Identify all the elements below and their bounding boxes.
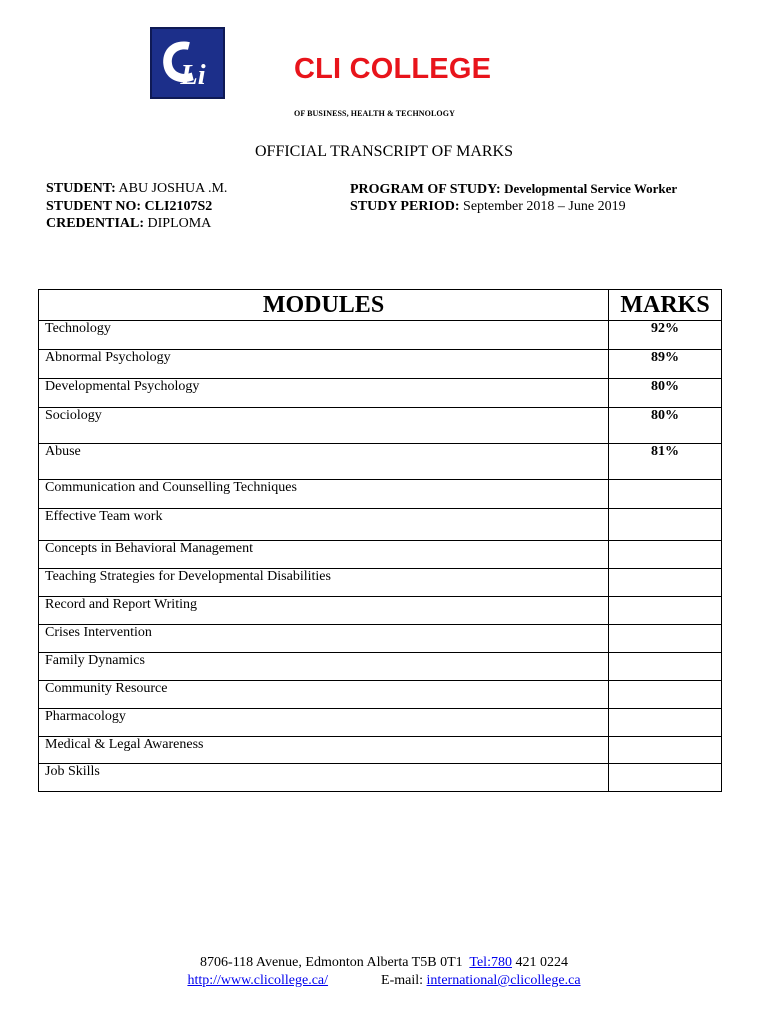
credential-line [46, 216, 211, 232]
module-mark [609, 681, 722, 709]
module-mark [609, 509, 722, 541]
period-line [350, 199, 626, 215]
module-name: Technology [39, 321, 609, 350]
table-row [39, 597, 722, 625]
module-name: Medical & Legal Awareness [39, 737, 609, 764]
module-name: Teaching Strategies for Developmental Disabilities [39, 569, 609, 597]
module-mark: 80% [609, 379, 722, 408]
document-title: OFFICIAL TRANSCRIPT OF MARKS [255, 143, 513, 160]
module-mark [609, 597, 722, 625]
module-mark: 80% [609, 408, 722, 444]
email-link[interactable]: international@clicollege.ca [426, 973, 581, 988]
program-value: Developmental Service Worker [504, 181, 678, 196]
college-tagline: OF BUSINESS, HEALTH & TECHNOLOGY [294, 109, 455, 118]
module-name: Family Dynamics [39, 653, 609, 681]
table-row [39, 541, 722, 569]
marks-header: MARKS [609, 290, 722, 321]
module-name: Record and Report Writing [39, 597, 609, 625]
period-value: September 2018 – June 2019 [463, 199, 626, 214]
program-label: PROGRAM OF STUDY: [350, 182, 501, 197]
table-row [39, 379, 722, 408]
table-row [39, 681, 722, 709]
module-name: Community Resource [39, 681, 609, 709]
table-row [39, 569, 722, 597]
module-mark: 92% [609, 321, 722, 350]
college-name: CLI COLLEGE [294, 53, 492, 85]
module-mark [609, 737, 722, 764]
module-name: Concepts in Behavioral Management [39, 541, 609, 569]
table-header-row [39, 290, 722, 321]
credential-label: CREDENTIAL: [46, 216, 145, 231]
module-name: Developmental Psychology [39, 379, 609, 408]
table-row [39, 444, 722, 480]
table-row [39, 509, 722, 541]
module-name: Sociology [39, 408, 609, 444]
table-row [39, 653, 722, 681]
table-row [39, 350, 722, 379]
module-mark [609, 541, 722, 569]
modules-header: MODULES [39, 290, 609, 321]
module-name: Pharmacology [39, 709, 609, 737]
module-mark [609, 653, 722, 681]
module-name: Abnormal Psychology [39, 350, 609, 379]
module-name: Effective Team work [39, 509, 609, 541]
table-row [39, 408, 722, 444]
student-no-value: CLI2107S2 [144, 199, 213, 214]
marks-table-body [39, 321, 722, 792]
svg-text:Li: Li [180, 59, 206, 91]
module-name: Communication and Counselling Techniques [39, 480, 609, 509]
program-line [350, 181, 677, 198]
email-label: E-mail: [381, 973, 424, 988]
footer-address-line [0, 955, 768, 971]
marks-table [38, 289, 722, 792]
module-name: Crises Intervention [39, 625, 609, 653]
student-label: STUDENT: [46, 181, 116, 196]
credential-value: DIPLOMA [147, 216, 212, 231]
student-name-line [46, 181, 227, 197]
module-name: Abuse [39, 444, 609, 480]
module-mark: 89% [609, 350, 722, 379]
website-link[interactable]: http://www.clicollege.ca/ [187, 973, 329, 988]
module-mark [609, 480, 722, 509]
footer-tel-number: 421 0224 [515, 955, 568, 970]
table-row [39, 764, 722, 792]
module-mark [609, 764, 722, 792]
table-row [39, 737, 722, 764]
logo-icon [152, 29, 223, 97]
module-mark: 81% [609, 444, 722, 480]
student-no-label: STUDENT NO: [46, 199, 142, 214]
module-mark [609, 625, 722, 653]
module-mark [609, 709, 722, 737]
table-row [39, 321, 722, 350]
module-name: Job Skills [39, 764, 609, 792]
college-logo [150, 27, 225, 99]
footer-contact-line [0, 973, 768, 989]
table-row [39, 480, 722, 509]
student-no-line [46, 199, 212, 215]
period-label: STUDY PERIOD: [350, 199, 460, 214]
module-mark [609, 569, 722, 597]
footer-address: 8706-118 Avenue, Edmonton Alberta T5B 0T1 [200, 955, 463, 970]
student-value: ABU JOSHUA .M. [118, 181, 228, 196]
table-row [39, 625, 722, 653]
footer-tel-link[interactable]: Tel:780 [469, 955, 512, 970]
table-row [39, 709, 722, 737]
